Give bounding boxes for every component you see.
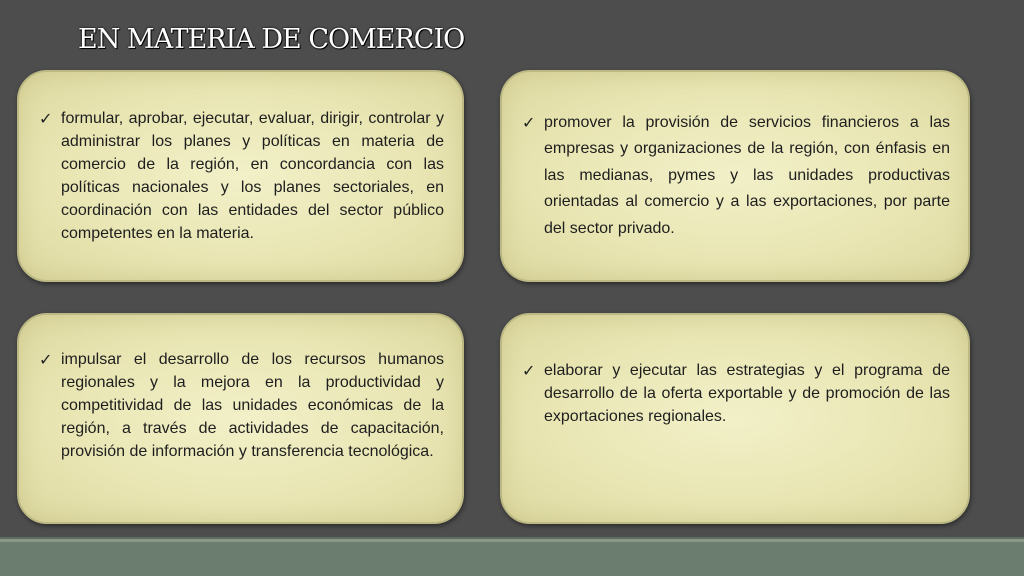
card-impulsar — [17, 313, 464, 524]
slide-title: EN MATERIA DE COMERCIO — [78, 24, 465, 55]
bullet-item — [39, 348, 444, 463]
bullet-text: formular, aprobar, ejecutar, evaluar, dirigir, controlar y administrar los planes y políticas en materia de comercio de la región, en concordancia con las políticas nacionales y los planes sectoriales, en coordinación con las entidades del sector público competentes en la materia. — [61, 110, 444, 242]
bullet-item — [522, 359, 950, 428]
bullet-item — [522, 110, 950, 243]
footer-band — [0, 539, 1024, 576]
checkmark-icon: ✓ — [39, 109, 53, 128]
bullet-text: elaborar y ejecutar las estrategias y el programa de desarrollo de la oferta exportable y de promoción de las exportaciones regionales. — [544, 362, 950, 425]
card-elaborar — [500, 313, 970, 524]
bullet-item — [39, 107, 444, 245]
card-promover — [500, 70, 970, 282]
checkmark-icon: ✓ — [522, 361, 536, 380]
card-formular — [17, 70, 464, 282]
checkmark-icon: ✓ — [522, 112, 536, 132]
checkmark-icon: ✓ — [39, 350, 53, 369]
bullet-text: impulsar el desarrollo de los recursos humanos regionales y la mejora en la productividad y competitividad de las unidades económicas de la región, a través de actividades de capacitación, provisión de información y transferencia tecnológica. — [61, 351, 444, 460]
bullet-text: promover la provisión de servicios financieros a las empresas y organizaciones de la región, con énfasis en las medianas, pymes y las unidades productivas orientadas al comercio y a las exportaciones, por parte del sector privado. — [544, 113, 950, 237]
